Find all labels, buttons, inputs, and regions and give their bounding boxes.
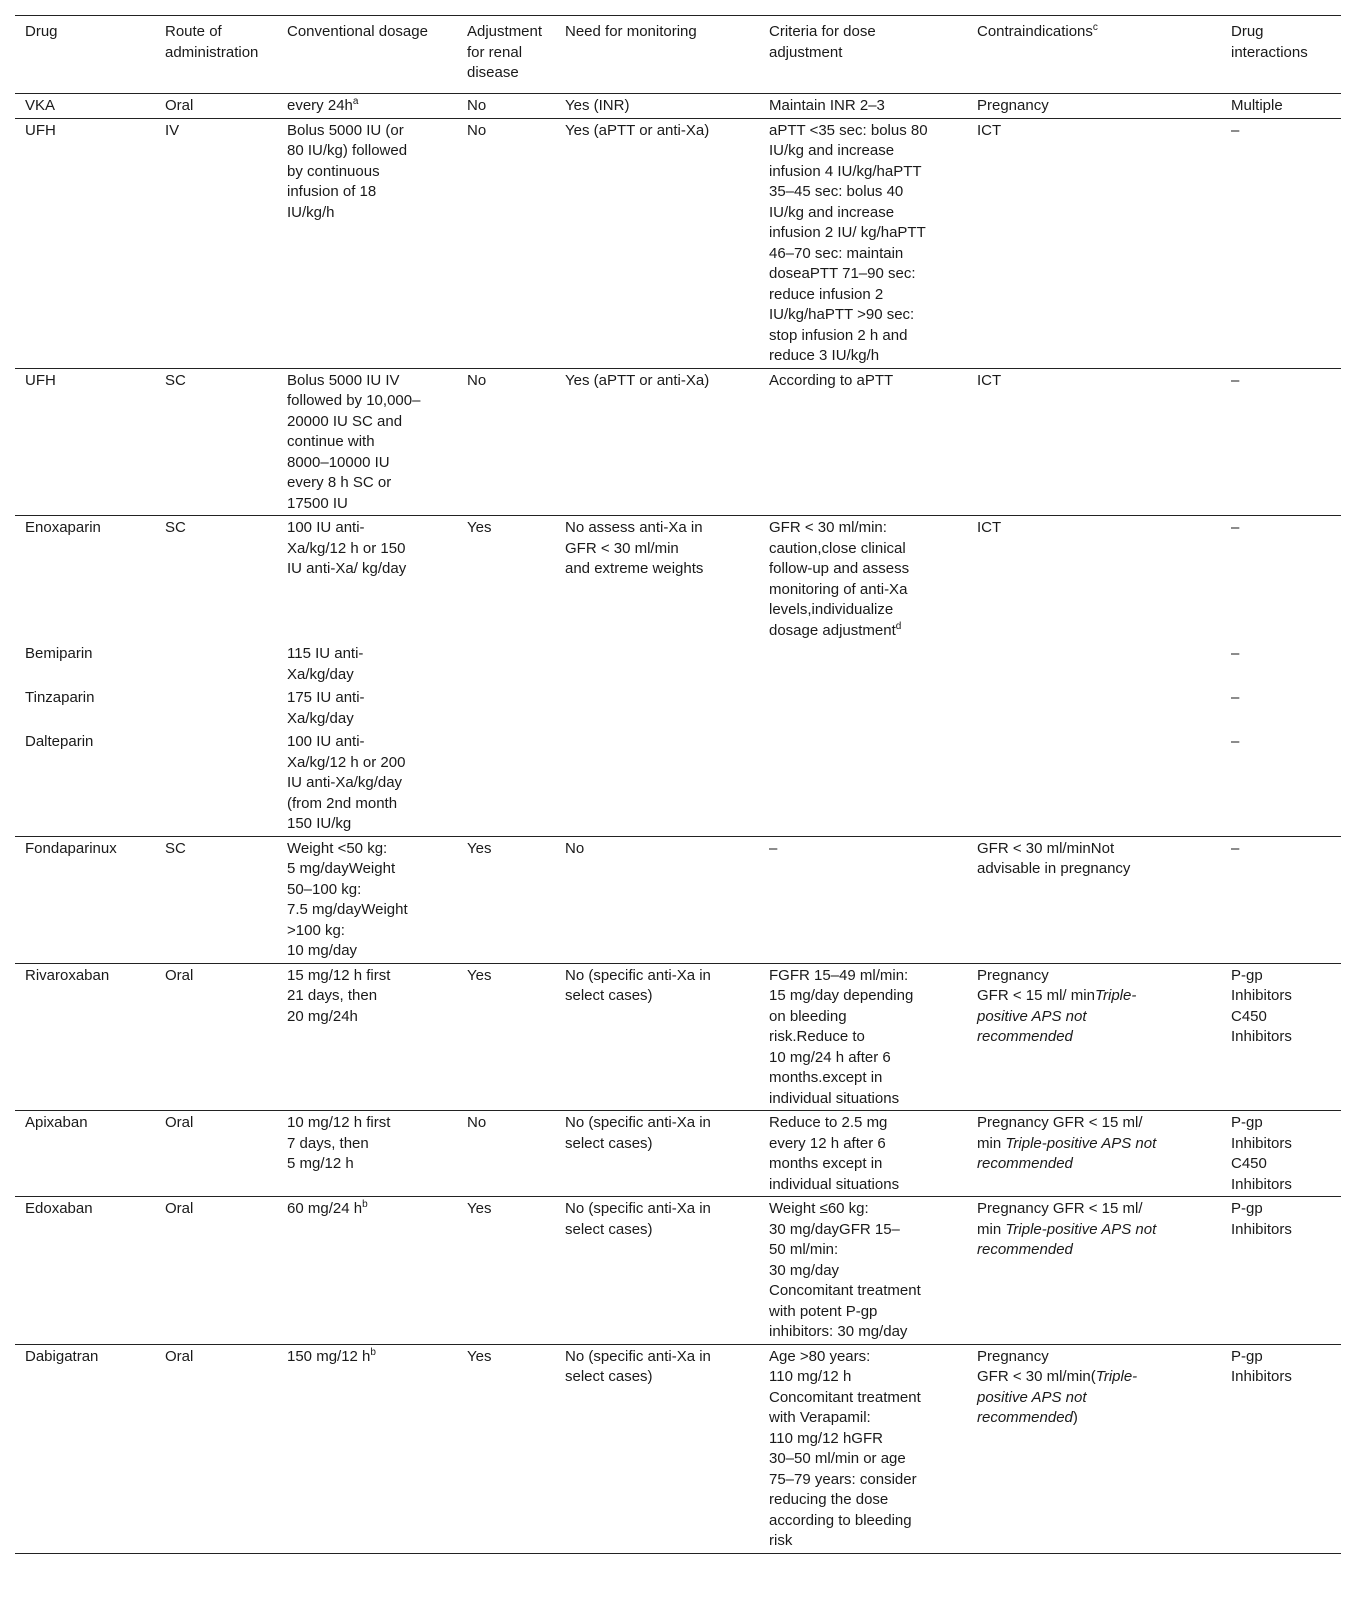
cell-interactions: – — [1231, 519, 1240, 536]
cell-route: SC — [165, 371, 186, 389]
table-row — [15, 642, 1341, 686]
cell-interactions: P-gp Inhibitors — [1231, 1200, 1292, 1238]
cell-criteria — [759, 686, 967, 730]
cell-monitoring: No assess anti-Xa in GFR < 30 ml/min and extreme weights — [565, 519, 704, 577]
table-row — [15, 118, 1341, 368]
cell-criteria — [759, 368, 967, 516]
cell-route: Oral — [165, 1114, 194, 1131]
contraindications-italic-note: Triple- positive APS not recommended — [977, 1368, 1138, 1426]
cell-dosage-footnote: b — [370, 1346, 376, 1358]
cell-dosage — [277, 642, 457, 686]
cell-criteria-text: Age >80 years: 110 mg/12 h Concomitant treatment with Verapamil: 110 mg/12 hGFR 30–50 ml/min or age 75–79 years: consider reducing the dose according to bleeding risk — [769, 1347, 921, 1549]
cell-interactions: P-gp Inhibitors — [1231, 1347, 1292, 1385]
contraindications-text: GFR < 30 ml/minNot advisable in pregnancy — [977, 839, 1131, 877]
contraindications-text: ICT — [977, 371, 1002, 389]
cell-criteria-text: – — [769, 839, 778, 857]
cell-criteria-text: aPTT <35 sec: bolus 80 IU/kg and increase infusion 4 IU/kg/haPTT 35–45 sec: bolus 40 IU/kg and increase infusion 2 IU/ kg/haPTT 46–70 sec: maintain doseaPTT 71–90 sec: reduce infusion 2 IU/kg/haPTT >90 sec: stop infusion 2 h and reduce 3 IU/kg/h — [769, 121, 928, 364]
cell-drug: Tinzaparin — [25, 689, 95, 706]
cell-renal-adjustment: Yes — [467, 839, 492, 857]
cell-criteria — [759, 1197, 967, 1345]
cell-interactions: – — [1231, 839, 1240, 857]
cell-criteria-text: FGFR 15–49 ml/min: 15 mg/day depending on bleeding risk.Reduce to 10 mg/24 h after 6 months.except in individual situations — [769, 966, 914, 1107]
cell-monitoring: Yes (INR) — [565, 97, 630, 114]
cell-drug: Bemiparin — [25, 645, 93, 662]
contraindications-italic-note: Triple- positive APS not recommended — [977, 987, 1137, 1045]
cell-route — [155, 686, 277, 730]
table-header — [15, 16, 1341, 94]
cell-renal-adjustment: Yes — [467, 1200, 492, 1217]
table-row — [15, 1197, 1341, 1345]
cell-interactions: Multiple — [1231, 97, 1283, 114]
cell-contraindications — [967, 94, 1221, 119]
cell-drug: Fondaparinux — [25, 839, 117, 857]
header-monitoring: Need for monitoring — [565, 23, 697, 40]
cell-dosage-text: 175 IU anti- Xa/kg/day — [287, 689, 365, 727]
cell-criteria — [759, 94, 967, 119]
header-renal-adjustment: Adjustment for renal disease — [467, 23, 543, 81]
cell-renal-adjustment — [457, 686, 555, 730]
cell-contraindications — [967, 642, 1221, 686]
cell-route — [155, 730, 277, 836]
cell-dosage-text: every 24h — [287, 97, 353, 114]
contraindications-text: Pregnancy — [977, 97, 1049, 114]
cell-route: Oral — [165, 1200, 194, 1217]
header-contraindications-label: Contraindications — [977, 23, 1093, 40]
cell-renal-adjustment: No — [467, 121, 487, 139]
contraindications-tail: ) — [1072, 1409, 1078, 1426]
cell-dosage — [277, 730, 457, 836]
header-dosage: Conventional dosage — [287, 23, 428, 40]
table-row — [15, 516, 1341, 643]
cell-dosage — [277, 1111, 457, 1197]
cell-criteria — [759, 836, 967, 963]
cell-criteria-text: Maintain INR 2–3 — [769, 97, 885, 114]
cell-route: Oral — [165, 1347, 194, 1365]
header-interactions: Drug interactions — [1231, 23, 1308, 61]
cell-contraindications — [967, 1197, 1221, 1345]
cell-dosage-footnote: a — [352, 96, 359, 107]
table-row — [15, 1344, 1341, 1553]
cell-contraindications — [967, 836, 1221, 963]
cell-dosage-text: 150 mg/12 h — [287, 1347, 371, 1365]
cell-renal-adjustment: Yes — [467, 519, 492, 536]
cell-route: Oral — [165, 966, 194, 984]
cell-interactions: P-gp Inhibitors C450 Inhibitors — [1231, 1114, 1292, 1193]
contraindications-text: ICT — [977, 121, 1002, 139]
cell-monitoring: No — [565, 839, 585, 857]
cell-route — [155, 642, 277, 686]
cell-renal-adjustment: No — [467, 1114, 487, 1131]
cell-renal-adjustment — [457, 642, 555, 686]
table-row — [15, 730, 1341, 836]
cell-contraindications — [967, 730, 1221, 836]
cell-route: SC — [165, 839, 186, 857]
cell-renal-adjustment: No — [467, 371, 487, 389]
contraindications-text: Pregnancy GFR < 15 ml/ min — [977, 966, 1095, 1004]
contraindications-italic-note: Triple-positive APS not recommended — [977, 1220, 1157, 1258]
cell-dosage-text: 100 IU anti- Xa/kg/12 h or 200 IU anti-Xa/kg/day (from 2nd month 150 IU/kg — [287, 733, 406, 832]
cell-drug: Dalteparin — [25, 733, 94, 750]
cell-dosage — [277, 686, 457, 730]
cell-dosage-text: 115 IU anti- Xa/kg/day — [287, 645, 364, 683]
cell-criteria-text: GFR < 30 ml/min: caution,close clinical follow-up and assess monitoring of anti-Xa levels,individualize dosage adjustment — [769, 519, 910, 639]
cell-renal-adjustment — [457, 730, 555, 836]
header-contraindications-footnote: c — [1092, 22, 1098, 33]
cell-monitoring: Yes (aPTT or anti-Xa) — [565, 371, 710, 389]
cell-contraindications — [967, 118, 1221, 368]
cell-interactions: – — [1231, 645, 1240, 662]
cell-contraindications — [967, 963, 1221, 1111]
drug-comparison-table — [15, 15, 1341, 1554]
cell-criteria — [759, 516, 967, 643]
table-row — [15, 94, 1341, 119]
cell-dosage — [277, 516, 457, 643]
cell-dosage — [277, 1344, 457, 1553]
cell-dosage — [277, 1197, 457, 1345]
cell-dosage-text: Bolus 5000 IU (or 80 IU/kg) followed by continuous infusion of 18 IU/kg/h — [287, 121, 408, 221]
table-row — [15, 963, 1341, 1111]
table-row — [15, 836, 1341, 963]
table-row — [15, 686, 1341, 730]
cell-contraindications — [967, 516, 1221, 643]
cell-drug: Apixaban — [25, 1114, 88, 1131]
cell-dosage-text: 100 IU anti- Xa/kg/12 h or 150 IU anti-Xa/ kg/day — [287, 519, 407, 577]
cell-criteria — [759, 642, 967, 686]
cell-dosage — [277, 94, 457, 119]
contraindications-italic-note: Triple-positive APS not recommended — [977, 1134, 1157, 1172]
cell-drug: UFH — [25, 121, 56, 139]
cell-drug: VKA — [25, 97, 56, 114]
cell-interactions: – — [1231, 733, 1240, 750]
cell-monitoring: No (specific anti-Xa in select cases) — [565, 1114, 711, 1152]
cell-monitoring: No (specific anti-Xa in select cases) — [565, 1347, 711, 1385]
cell-criteria — [759, 730, 967, 836]
contraindications-text: Pregnancy GFR < 15 ml/ min — [977, 1114, 1143, 1152]
cell-dosage-text: Weight <50 kg: 5 mg/dayWeight 50–100 kg: 7.5 mg/dayWeight >100 kg: 10 mg/day — [287, 839, 408, 959]
cell-interactions: – — [1231, 371, 1240, 389]
cell-monitoring: No (specific anti-Xa in select cases) — [565, 966, 711, 1004]
cell-dosage-text: 10 mg/12 h first 7 days, then 5 mg/12 h — [287, 1114, 391, 1172]
cell-interactions: – — [1231, 689, 1240, 706]
cell-criteria-text: Weight ≤60 kg: 30 mg/dayGFR 15– 50 ml/min: 30 mg/day Concomitant treatment with potent P-gp inhibitors: 30 mg/day — [769, 1200, 921, 1340]
cell-monitoring: Yes (aPTT or anti-Xa) — [565, 121, 710, 139]
cell-renal-adjustment: Yes — [467, 1347, 492, 1365]
header-row — [15, 16, 1341, 94]
cell-interactions: P-gp Inhibitors C450 Inhibitors — [1231, 966, 1292, 1045]
cell-dosage-text: 60 mg/24 h — [287, 1200, 363, 1217]
cell-criteria — [759, 1344, 967, 1553]
cell-criteria — [759, 118, 967, 368]
table-row — [15, 368, 1341, 516]
cell-drug: Edoxaban — [25, 1200, 93, 1217]
cell-route: Oral — [165, 97, 194, 114]
cell-renal-adjustment: Yes — [467, 966, 492, 984]
cell-criteria-text: According to aPTT — [769, 371, 894, 389]
table-row — [15, 1111, 1341, 1197]
cell-monitoring — [555, 642, 759, 686]
cell-criteria — [759, 1111, 967, 1197]
cell-criteria — [759, 963, 967, 1111]
cell-contraindications — [967, 368, 1221, 516]
cell-contraindications — [967, 1111, 1221, 1197]
cell-criteria-text: Reduce to 2.5 mg every 12 h after 6 months except in individual situations — [769, 1114, 900, 1193]
cell-dosage-text: 15 mg/12 h first 21 days, then 20 mg/24h — [287, 966, 391, 1025]
cell-contraindications — [967, 1344, 1221, 1553]
header-criteria: Criteria for dose adjustment — [769, 23, 876, 61]
table-body — [15, 94, 1341, 1554]
cell-dosage — [277, 368, 457, 516]
cell-route: IV — [165, 121, 180, 139]
header-drug: Drug — [25, 23, 58, 40]
cell-drug: UFH — [25, 371, 56, 389]
cell-monitoring — [555, 686, 759, 730]
header-route: Route of administration — [165, 23, 259, 61]
cell-renal-adjustment: No — [467, 97, 487, 114]
cell-contraindications — [967, 686, 1221, 730]
cell-monitoring — [555, 730, 759, 836]
cell-criteria-footnote: d — [895, 620, 902, 632]
cell-dosage-text: Bolus 5000 IU IV followed by 10,000– 20000 IU SC and continue with 8000–10000 IU every 8 h SC or 17500 IU — [287, 371, 421, 512]
contraindications-text: Pregnancy GFR < 30 ml/min( — [977, 1347, 1096, 1385]
contraindications-text: ICT — [977, 519, 1002, 536]
contraindications-text: Pregnancy GFR < 15 ml/ min — [977, 1200, 1143, 1238]
cell-dosage — [277, 836, 457, 963]
header-contraindications — [967, 16, 1221, 94]
cell-route: SC — [165, 519, 186, 536]
cell-dosage — [277, 963, 457, 1111]
cell-monitoring: No (specific anti-Xa in select cases) — [565, 1200, 711, 1238]
cell-drug: Enoxaparin — [25, 519, 101, 536]
cell-interactions: – — [1231, 121, 1240, 139]
cell-drug: Dabigatran — [25, 1347, 99, 1365]
cell-dosage-footnote: b — [362, 1199, 368, 1210]
cell-drug: Rivaroxaban — [25, 966, 110, 984]
cell-dosage — [277, 118, 457, 368]
